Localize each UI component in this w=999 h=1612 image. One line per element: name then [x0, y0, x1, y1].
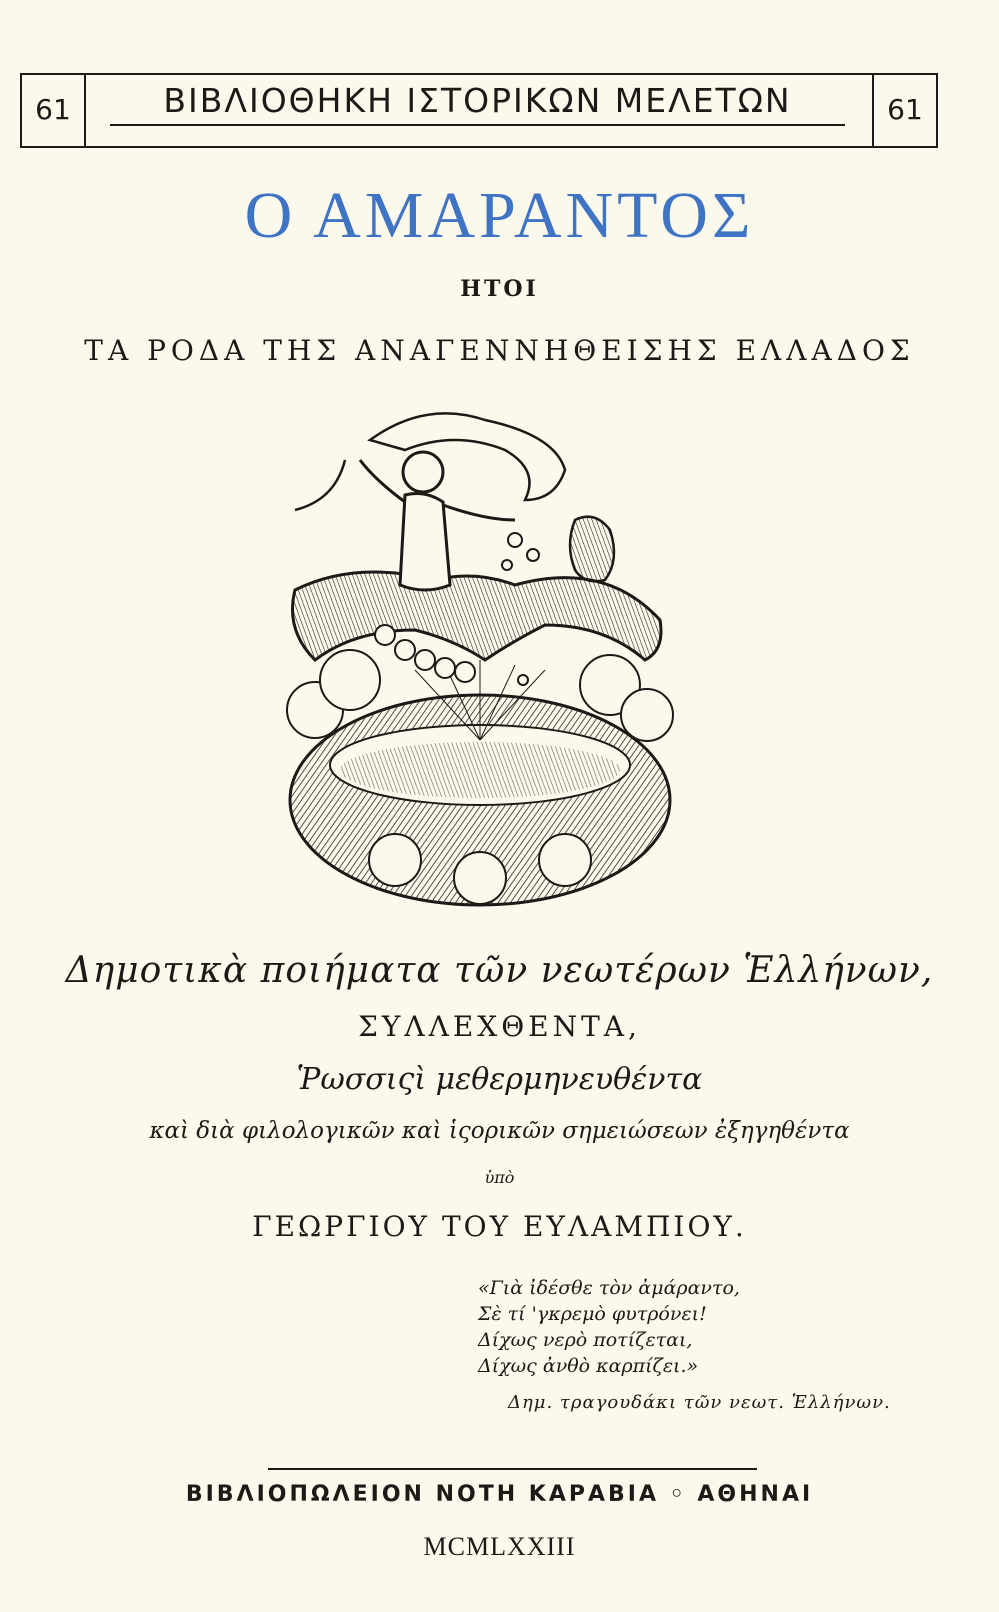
description-line-2: ΣΥΛΛΕΧΘΕΝΤΑ, — [358, 1010, 641, 1043]
subtitle: ΤΑ ΡΟΔΑ ΤΗΣ ΑΝΑΓΕΝΝΗΘΕΙΣΗΣ ΕΛΛΑΔΟΣ — [84, 334, 915, 367]
description-line-5: ὑπὸ — [484, 1168, 515, 1187]
epigraph-line: Σὲ τί 'γκρεμὸ φυτρόνει! — [478, 1303, 707, 1325]
header-top-rule — [20, 73, 938, 75]
series-title-underline — [110, 124, 845, 126]
series-number-left: 61 — [20, 73, 86, 146]
epigraph-source: Δημ. τραγουδάκι τῶν νεωτ. Ἑλλήνων. — [508, 1392, 891, 1413]
footer-rule — [268, 1468, 757, 1470]
epigraph-line: «Γιὰ ἰδέσθε τὸν ἀμάραντο, — [478, 1277, 740, 1299]
main-title: Ο ΑΜΑΡΑΝΤΟΣ — [244, 179, 755, 252]
description-line-3: Ῥωσσιςὶ μεθερμηνευθέντα — [296, 1062, 703, 1097]
epigraph-line: Δίχως ἀνθὸ καρπίζει.» — [478, 1355, 699, 1377]
series-title: ΒΙΒΛΙΟΘΗΚΗ ΙΣΤΟΡΙΚΩΝ ΜΕΛΕΤΩΝ — [163, 80, 792, 120]
author-name: ΓΕΩΡΓΙΟΥ ΤΟΥ ΕΥΛΑΜΠΙΟΥ. — [252, 1210, 747, 1243]
title-connector: ΗΤΟΙ — [460, 276, 539, 302]
description-line-4: καὶ διὰ φιλολογικῶν καὶ ἱςορικῶν σημειώσεων ἐξηγηθέντα — [149, 1118, 850, 1144]
epigraph — [478, 1275, 938, 1379]
winged-figure-engraving-icon — [275, 410, 685, 910]
header-bottom-rule — [20, 146, 938, 148]
publication-year: MCMLXXIII — [423, 1532, 576, 1561]
description-line-1: Δημοτικὰ ποιήματα τῶν νεωτέρων Ἑλλήνων, — [65, 950, 934, 991]
publisher: ΒΙΒΛΙΟΠΩΛΕΙΟΝ ΝΟΤΗ ΚΑΡΑΒΙΑ ◦ ΑΘΗΝΑΙ — [185, 1482, 814, 1507]
epigraph-line: Δίχως νερὸ ποτίζεται, — [478, 1329, 693, 1351]
series-number-right: 61 — [872, 73, 938, 146]
